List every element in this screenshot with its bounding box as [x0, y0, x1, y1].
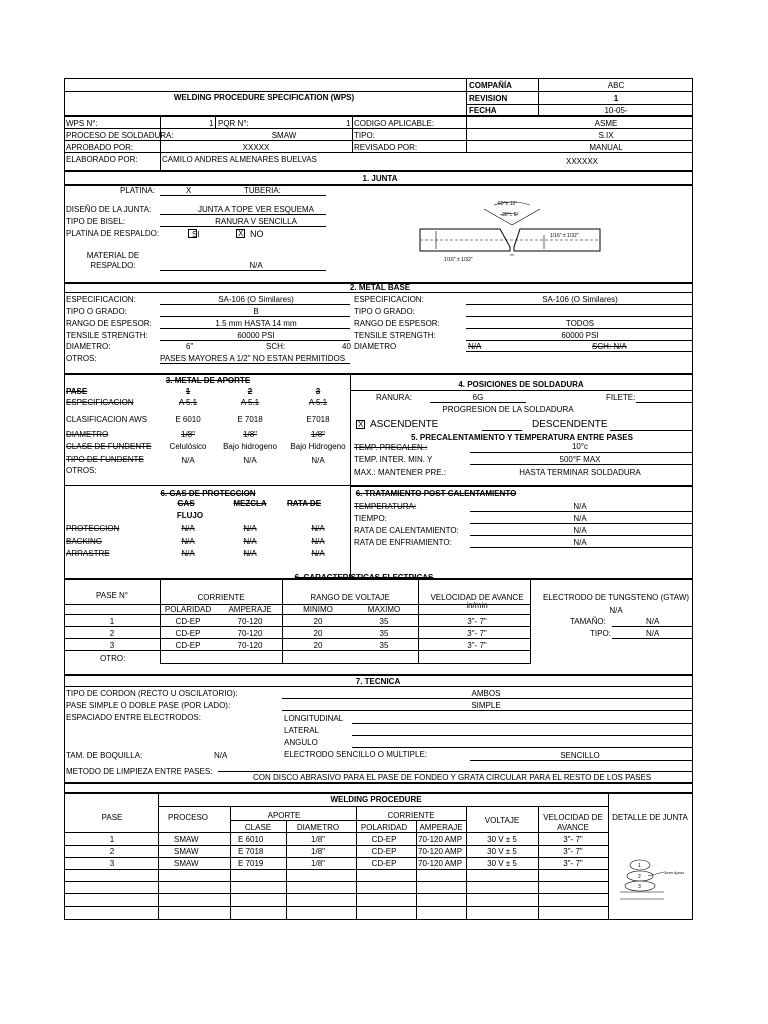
precal-temp-value: 10°c	[571, 442, 589, 451]
proc-aporte-header: APORTE	[267, 811, 301, 820]
posiciones-title: 4. POSICIONES DE SOLDADURA	[458, 380, 584, 389]
gas-col-flujo: FLUJO	[176, 511, 204, 520]
elec-row-2-pol: CD-EP	[175, 629, 201, 638]
proc-proceso-header: PROCESO	[167, 813, 209, 822]
tuberia-label: TUBERIA:	[244, 186, 281, 195]
proc-row-3-diametro: 1/8"	[311, 859, 325, 868]
proc-row-3-proceso: SMAW	[174, 859, 199, 868]
electricas-title: 6. CARACTERISTICAS ELECTRICAS	[294, 573, 434, 582]
gas-backing-2: N/A	[243, 537, 257, 546]
aporte-spec-3: A 5.1	[308, 398, 328, 407]
proceso-value: SMAW	[271, 131, 297, 140]
tec-longitudinal: LONGITUDINAL	[284, 714, 344, 723]
bisel-label: TIPO DE BISEL:	[66, 217, 126, 226]
proc-pase-header: PASE	[101, 813, 123, 822]
tec-pase-label: PASE SIMPLE O DOBLE PASE (POR LADO):	[66, 701, 231, 710]
elec-row-1-vel: 3"- 7"	[467, 617, 487, 626]
mb-spec-label: ESPECIFICACION:	[66, 295, 136, 304]
svg-text:60°± 10°: 60°± 10°	[498, 201, 518, 207]
no-check-mark: X	[238, 229, 244, 238]
tungsteno-tamano-label: TAMAÑO:	[570, 617, 606, 626]
diseno-label: DISEÑO DE LA JUNTA:	[66, 205, 152, 214]
proc-row-3-velocidad: 3"- 7"	[563, 859, 583, 868]
trat-calentamiento-value: N/A	[573, 526, 587, 535]
proc-row-1-polaridad: CD-EP	[371, 835, 397, 844]
elec-row-2-max: 35	[379, 629, 389, 638]
elec-maximo-header: MAXIMO	[367, 605, 401, 614]
trat-temperatura-value: N/A	[573, 502, 587, 511]
aporte-spec-2: A 5.1	[240, 398, 260, 407]
descendente-label: DESCENDENTE	[532, 419, 608, 430]
elec-row-3-amp: 70-120	[237, 641, 263, 650]
gas-arrastre-2: N/A	[243, 549, 257, 558]
joint-sketch	[414, 195, 614, 265]
proc-row-3-clase: E 7019	[238, 859, 264, 868]
gas-col-gas: GAS	[177, 499, 195, 508]
elec-row-3-min: 20	[313, 641, 323, 650]
aporte-pase-label: PASE	[66, 387, 88, 396]
revision-value: 1	[613, 94, 619, 103]
proc-row-2-voltaje: 30 V ± 5	[487, 847, 517, 856]
proc-row-1-clase: E 6010	[238, 835, 264, 844]
tipo-value: S.IX	[598, 131, 614, 140]
gas-backing-1: N/A	[181, 537, 195, 546]
filete-label: FILETE:	[606, 393, 636, 402]
proc-polaridad-header: POLARIDAD	[360, 823, 408, 832]
metal-base-title: 2. METAL BASE	[349, 283, 411, 292]
elec-row-3-vel: 3"- 7"	[467, 641, 487, 650]
platina-mark: X	[186, 186, 192, 195]
diseno-value: JUNTA A TOPE VER ESQUEMA	[197, 205, 315, 214]
precal-temp-label: TEMP. PRECALEN.:	[354, 443, 428, 452]
proc-row-3-pase: 3	[109, 859, 115, 868]
aporte-spec-label: ESPECIFICACION	[66, 398, 134, 407]
tec-limpieza-label: METODO DE LIMPIEZA ENTRE PASES:	[66, 767, 213, 776]
elec-row-1-pol: CD-EP	[175, 617, 201, 626]
elec-velocidad-header: VELOCIDAD DE AVANCE	[430, 593, 524, 602]
proc-row-2-velocidad: 3"- 7"	[563, 847, 583, 856]
material-label-1: MATERIAL DE	[86, 251, 140, 260]
aporte-pase-3: 3	[315, 387, 321, 396]
codigo-label: CODIGO APLICABLE:	[354, 119, 435, 128]
elaborado-label: ELABORADO POR:	[66, 155, 138, 164]
wps-label: WPS N°:	[66, 119, 98, 128]
gas-arrastre-1: N/A	[181, 549, 195, 558]
trat-tiempo-label: TIEMPO:	[354, 514, 387, 523]
aporte-title: 3. METAL DE APORTE	[165, 376, 251, 385]
gas-proteccion-label: PROTECCION	[66, 524, 120, 533]
tec-cordon-label: TIPO DE CORDON (RECTO U OSCILATORIO):	[66, 689, 238, 698]
aprobado-value: XXXXX	[242, 143, 270, 152]
aporte-diam-2: 1/8"	[243, 430, 257, 439]
mb-otros-label: OTROS:	[66, 354, 97, 363]
platina-label: PLATINA:	[120, 186, 155, 195]
proc-row-1-voltaje: 30 V ± 5	[487, 835, 517, 844]
svg-text:3: 3	[638, 884, 641, 890]
elec-pase-header: PASE N°	[96, 591, 128, 600]
material-label-2: RESPALDO:	[90, 261, 136, 270]
proc-diametro-header: DIAMETRO	[296, 823, 340, 832]
elec-rango-header: RANGO DE VOLTAJE	[310, 593, 390, 602]
tipo-label: TIPO:	[354, 131, 375, 140]
tungsteno-tamano-value: N/A	[646, 617, 660, 626]
fecha-value: 10-05-	[604, 106, 628, 115]
elec-row-1-amp: 70-120	[237, 617, 263, 626]
gas-title: 6. GAS DE PROTECCION	[160, 489, 256, 498]
precal-inter-value: 500°F MAX	[559, 455, 601, 464]
proc-row-1-velocidad: 3"- 7"	[563, 835, 583, 844]
aporte-tipo-1: N/A	[181, 456, 195, 465]
proc-row-2-pase: 2	[109, 847, 115, 856]
mb-spec-value-r: SA-106 (O Similares)	[542, 295, 618, 304]
proc-row-3-amperaje: 70-120 AMP	[418, 859, 463, 868]
mb-rango-label: RANGO DE ESPESOR:	[66, 319, 152, 328]
elec-corriente-header: CORRIENTE	[197, 593, 245, 602]
gas-col-rata: RATA DE	[286, 499, 322, 508]
tec-pase-value: SIMPLE	[471, 701, 501, 710]
proc-row-3-polaridad: CD-EP	[371, 859, 397, 868]
form-title: WELDING PROCEDURE SPECIFICATION (WPS)	[173, 93, 355, 102]
aporte-clase-label: CLASE DE FUNDENTE	[66, 442, 152, 451]
aporte-tipo-2: N/A	[243, 456, 257, 465]
aporte-diam-label: DIAMETRO	[66, 430, 109, 439]
mb-grado-label: TIPO O GRADO:	[66, 307, 127, 316]
tungsteno-tipo-value: N/A	[646, 629, 660, 638]
mb-diametro-value: 6"	[186, 342, 194, 351]
tec-boquilla-value: N/A	[214, 751, 228, 760]
si-label: SI	[192, 230, 200, 239]
elec-minimo-header: MINIMO	[303, 605, 333, 614]
mb-tensile-value: 60000 PSI	[237, 331, 275, 340]
revisado-value: MANUAL	[589, 143, 623, 152]
tec-cordon-value: AMBOS	[471, 689, 501, 698]
mb-tensile-label-r: TENSILE STRENGTH:	[354, 331, 436, 340]
pqr-label: PQR N°:	[218, 119, 249, 128]
no-label: NO	[250, 229, 264, 239]
tungsteno-header: ELECTRODO DE TUNGSTENO (GTAW)	[542, 593, 690, 602]
mb-sch-r: SCH: N/A	[592, 342, 627, 351]
tec-espaciado-label: ESPACIADO ENTRE ELECTRODOS:	[66, 713, 201, 722]
gas-proteccion-2: N/A	[243, 524, 257, 533]
precal-max-label: MAX.: MANTENER PRE.:	[354, 468, 447, 477]
proceso-label: PROCESO DE SOLDADURA:	[66, 131, 174, 140]
mb-grado-value: B	[253, 307, 259, 316]
proc-row-3-voltaje: 30 V ± 5	[487, 859, 517, 868]
mb-tensile-label: TENSILE STRENGTH:	[66, 331, 148, 340]
trat-calentamiento-label: RATA DE CALENTAMIENTO:	[354, 526, 459, 535]
revisado-label: REVISADO POR:	[354, 143, 418, 152]
elec-row-2-min: 20	[313, 629, 323, 638]
aporte-aws-3: E7018	[306, 415, 330, 424]
respaldo-label: PLATINA DE RESPALDO:	[66, 229, 160, 238]
gas-backing-3: N/A	[311, 537, 325, 546]
ranura-value: 6G	[472, 393, 484, 402]
proc-row-2-polaridad: CD-EP	[371, 847, 397, 856]
gas-arrastre-3: N/A	[311, 549, 325, 558]
aporte-aws-2: E 7018	[237, 415, 263, 424]
codigo-value: ASME	[594, 119, 618, 128]
junta-title: 1. JUNTA	[362, 174, 398, 183]
elec-amperaje-header: AMPERAJE	[228, 605, 272, 614]
svg-text:30°± 5°: 30°± 5°	[502, 212, 519, 218]
proc-row-2-diametro: 1/8"	[311, 847, 325, 856]
elec-polaridad-header: POLARIDAD	[164, 605, 212, 614]
aporte-diam-3: 1/8"	[311, 430, 325, 439]
svg-text:1/16" ± 1/32": 1/16" ± 1/32"	[550, 233, 579, 239]
elec-row-1-min: 20	[313, 617, 323, 626]
svg-text:3mm Aprox: 3mm Aprox	[664, 870, 685, 875]
tec-angulo: ANGULO	[284, 738, 318, 747]
proc-row-2-amperaje: 70-120 AMP	[418, 847, 463, 856]
tec-electrodo-label: ELECTRODO SENCILLO O MULTIPLE:	[284, 750, 427, 759]
mb-otros-value: PASES MAYORES A 1/2" NO ESTAN PERMITIDOS	[160, 354, 346, 363]
procedure-title: WELDING PROCEDURE	[330, 795, 422, 804]
aporte-spec-1: A 5.1	[178, 398, 198, 407]
aporte-pase-2: 2	[247, 387, 253, 396]
aporte-clase-3: Bajo Hidrogeno	[290, 442, 346, 451]
proc-velocidad-header-1: VELOCIDAD DE	[543, 813, 603, 822]
mb-tensile-value-r: 60000 PSI	[561, 331, 599, 340]
mb-spec-value: SA-106 (O Similares)	[218, 295, 294, 304]
aporte-clase-2: Bajo hidrogeno	[223, 442, 277, 451]
elec-row-2-amp: 70-120	[237, 629, 263, 638]
aporte-tipo-3: N/A	[311, 456, 325, 465]
trat-tiempo-value: N/A	[573, 514, 587, 523]
mb-diametro-value-r: N/A	[468, 342, 482, 351]
bisel-value: RANURA V SENCILLA	[215, 217, 297, 226]
tec-electrodo-value: SENCILLO	[560, 751, 600, 760]
elec-row-2-pase: 2	[109, 629, 115, 638]
proc-corriente-header: CORRIENTE	[387, 811, 435, 820]
elec-row-3-max: 35	[379, 641, 389, 650]
precal-title: 5. PRECALENTAMIENTO Y TEMPERATURA ENTRE PASES	[411, 433, 633, 442]
tecnica-title: 7. TECNICA	[355, 677, 401, 686]
mb-diametro-label-r: DIAMETRO	[354, 342, 397, 351]
proc-row-2-proceso: SMAW	[174, 847, 199, 856]
aporte-aws-1: E 6010	[175, 415, 201, 424]
pqr-value: 1	[346, 119, 351, 128]
fecha-label: FECHA	[469, 106, 497, 115]
elec-row-3-pol: CD-EP	[175, 641, 201, 650]
mb-diametro-label: DIAMETRO:	[66, 342, 111, 351]
proc-row-2-clase: E 7018	[238, 847, 264, 856]
tungsteno-tipo-label: TIPO:	[590, 629, 611, 638]
aprobado-label: APROBADO POR:	[66, 143, 134, 152]
proc-row-1-diametro: 1/8"	[311, 835, 325, 844]
material-value: N/A	[249, 261, 263, 270]
elec-otro-label: OTRO:	[100, 654, 126, 663]
company-label: COMPAÑÍA	[469, 81, 512, 90]
aporte-pase-1: 1	[185, 387, 191, 396]
precal-max-value: HASTA TERMINAR SOLDADURA	[519, 468, 641, 477]
trat-temperatura-label: TEMPERATURA:	[354, 502, 417, 511]
proc-velocidad-header-2: AVANCE	[557, 823, 589, 832]
revision-label: REVISION	[469, 94, 508, 103]
mb-rango-value: 1.5 mm HASTA 14 mm	[215, 319, 297, 328]
trat-enfriamiento-label: RATA DE ENFRIAMIENTO:	[354, 538, 452, 547]
mb-rango-label-r: RANGO DE ESPESOR:	[354, 319, 440, 328]
mb-sch-label: SCH:	[266, 342, 286, 351]
svg-text:1: 1	[638, 863, 641, 869]
ranura-label: RANURA:	[376, 393, 413, 402]
aporte-aws-label: CLASIFICACION AWS	[66, 415, 148, 424]
tec-limpieza-value: CON DISCO ABRASIVO PARA EL PASE DE FONDEO Y GRATA CIRCULAR PARA EL RESTO DE LOS PASES	[253, 773, 652, 782]
gas-proteccion-3: N/A	[311, 524, 325, 533]
proc-voltaje-header: VOLTAJE	[484, 816, 520, 825]
elaborado-value: CAMILO ANDRES ALMENARES BUELVAS	[162, 155, 317, 164]
tungsteno-na: N/A	[609, 606, 623, 615]
aporte-tipo-label: TIPO DE FUNDENTE	[66, 455, 144, 464]
precal-inter-label: TEMP. INTER. MIN. Y	[354, 455, 433, 464]
trat-enfriamiento-value: N/A	[573, 538, 587, 547]
proc-row-1-proceso: SMAW	[174, 835, 199, 844]
elec-row-1-max: 35	[379, 617, 389, 626]
elec-row-2-vel: 3"- 7"	[467, 629, 487, 638]
progresion-label: PROGRESION DE LA SOLDADURA	[442, 405, 574, 414]
joint-detail-sketch	[618, 854, 686, 908]
tec-lateral: LATERAL	[284, 726, 319, 735]
company-value: ABC	[607, 81, 625, 90]
mb-grado-label-r: TIPO O GRADO:	[354, 307, 415, 316]
mb-rango-value-r: TODOS	[565, 319, 595, 328]
ascendente-label: ASCENDENTE	[370, 419, 439, 430]
gas-col-mezcla: MEZCLA	[233, 499, 267, 508]
proc-clase-header: CLASE	[244, 823, 272, 832]
aporte-clase-1: Celulósico	[169, 442, 207, 451]
elec-velocidad-unit: in/min	[466, 601, 488, 610]
gas-arrastre-label: ARRASTRE	[66, 549, 110, 558]
tratamiento-title: 6. TRATAMIENTO POST CALENTAMIENTO	[355, 489, 517, 498]
elec-row-3-pase: 3	[109, 641, 115, 650]
proc-row-1-pase: 1	[109, 835, 115, 844]
gas-backing-label: BACKING	[66, 537, 103, 546]
svg-text:2: 2	[638, 874, 641, 880]
proc-row-1-amperaje: 70-120 AMP	[418, 835, 463, 844]
aporte-diam-1: 1/8"	[181, 430, 195, 439]
svg-text:1/16" ± 1/32": 1/16" ± 1/32"	[444, 257, 473, 263]
mb-sch-value: 40	[342, 342, 351, 351]
wps-value: 1	[209, 119, 214, 128]
elec-row-1-pase: 1	[109, 617, 115, 626]
proc-detalle-header: DETALLE DE JUNTA	[612, 813, 688, 822]
ascendente-check-mark: X	[358, 420, 364, 429]
tec-boquilla-label: TAM. DE BOQUILLA:	[66, 751, 143, 760]
mb-spec-label-r: ESPECIFICACION:	[354, 295, 424, 304]
proc-amperaje-header: AMPERAJE	[419, 823, 463, 832]
aporte-otros-label: OTROS:	[66, 466, 97, 475]
elaborado-right: XXXXXX	[565, 157, 599, 166]
gas-proteccion-1: N/A	[181, 524, 195, 533]
